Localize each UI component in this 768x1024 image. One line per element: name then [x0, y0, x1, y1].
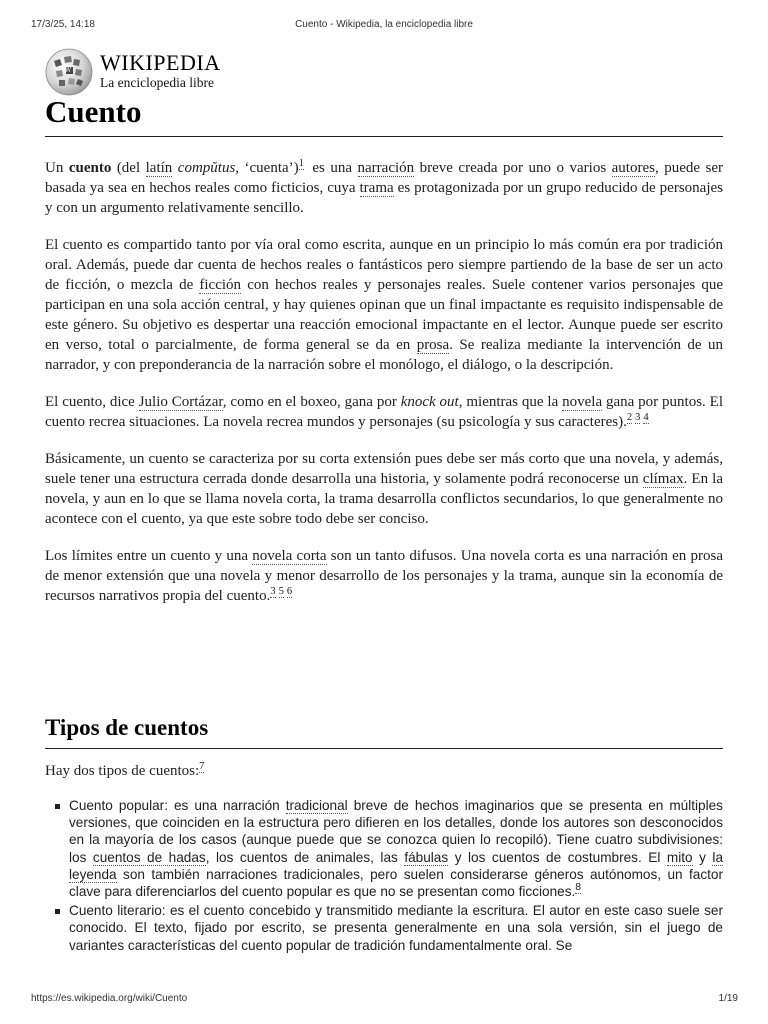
link-prosa[interactable]: prosa	[416, 337, 450, 353]
types-list	[45, 797, 723, 956]
ref-7[interactable]: 7	[199, 761, 205, 772]
link-narracion[interactable]: narración	[357, 160, 415, 176]
print-page-number: 1/19	[718, 993, 738, 1004]
section-divider	[45, 748, 723, 749]
bullet-icon	[55, 909, 60, 914]
ref-6[interactable]: 6	[286, 586, 293, 597]
page-title: Cuento	[45, 94, 142, 129]
link-cuentos-de-hadas[interactable]: cuentos de hadas	[92, 849, 206, 865]
section-heading-tipos: Tipos de cuentos	[45, 715, 209, 740]
link-fabulas[interactable]: fábulas	[404, 849, 449, 865]
ref-5[interactable]: 5	[278, 586, 284, 597]
bullet-icon	[55, 804, 60, 809]
paragraph-3: El cuento, dice Julio Cortázar, como en el boxeo, gana por knock out, mientras que la novela gana por puntos. El cuento recrea situaciones. La novela recrea mundos y personajes (su psicología y sus caracteres).$^{2 3 4}$	[45, 394, 724, 430]
link-autores[interactable]: autores	[611, 160, 655, 176]
svg-text:W: W	[65, 67, 72, 74]
print-doc-title: Cuento - Wikipedia, la enciclopedia libre	[295, 19, 473, 30]
list-item-cuento-popular: Cuento popular: es una narración tradicional breve de hechos imaginarios que se presenta en múltiples versiones, que coinciden en la estructura pero difieren en los detalles, donde los autores son desconocidos en la mayoría de los casos (aunque puede que se conozca quien lo recopiló). Tiene cuatro subdivisiones: los cuentos de hadas, los cuentos de animales, las fábulas y los cuentos de costumbres. El mito y la leyenda son también narraciones tradicionales, pero suelen considerarse géneros autónomos, un factor clave para diferenciarlos del cuento popular es que no se presentan como ficciones.$^8$	[45, 797, 723, 900]
paragraph-4: Básicamente, un cuento se caracteriza por su corta extensión pues debe ser más corto que una novela, y además, suele tener una estructura cerrada donde desarrolla una historia, y solamente podrá reconocerse un clímax. En la novela, y aun en lo que se llama novela corta, la trama desarrolla conflictos secundarios, lo que generalmente no acontece con el cuento, ya que este sobre todo debe ser conciso.	[45, 451, 723, 527]
link-julio-cortazar[interactable]: Julio Cortázar	[138, 394, 223, 410]
wikipedia-tagline: La enciclopedia libre	[100, 75, 214, 90]
ref-8[interactable]: 8	[575, 881, 582, 894]
paragraph-5: Los límites entre un cuento y una novela corta son un tanto difusos. Una novela corta es una narración en prosa de menor extensión que una novela y menor desarrollo de los personajes y la trama, aunque sin la economía de recursos narrativos propia del cuento.$^{3 5 6}$	[45, 548, 723, 604]
article-body	[45, 158, 723, 623]
ref-4[interactable]: 4	[643, 412, 649, 423]
link-la-leyenda[interactable]: la leyenda	[69, 849, 724, 882]
link-climax[interactable]: clímax	[642, 471, 684, 487]
ref-3[interactable]: 3	[635, 412, 641, 423]
title-divider	[45, 136, 723, 137]
print-url[interactable]: https://es.wikipedia.org/wiki/Cuento	[31, 993, 188, 1004]
wikipedia-wordmark: WIKIPEDIA	[100, 50, 221, 75]
ref-1[interactable]: 1	[298, 158, 304, 169]
link-tradicional[interactable]: tradicional	[285, 798, 348, 813]
ref-2[interactable]: 2	[626, 412, 633, 423]
link-ficcion[interactable]: ficción	[199, 277, 242, 293]
link-novela[interactable]: novela	[562, 394, 603, 410]
section-intro: Hay dos tipos de cuentos:$^7$	[45, 761, 205, 779]
link-latin[interactable]: latín	[145, 160, 173, 176]
paragraph-2: El cuento es compartido tanto por vía oral como escrita, aunque en un principio lo más común era por tradición oral. Además, puede dar cuenta de hechos reales o fantásticos pero siempre partiendo de la base de ser un acto de ficción, o mezcla de ficción con hechos reales y personajes reales. Suele contener varios personajes que participan en una sola acción central, y hay quienes opinan que un final impactante es requisito indispensable de este género. Su objetivo es despertar una reacción emocional impactante en el lector. Aunque puede ser escrito en verso, total o parcialmente, de forma general se da en prosa. Se realiza mediante la intervención de un narrador, y con preponderancia de la narración sobre el monólogo, el diálogo, o la descripción.	[45, 237, 724, 373]
ref-3b[interactable]: 3	[270, 586, 276, 597]
list-item-cuento-literario: Cuento literario: es el cuento concebido y transmitido mediante la escritura. El autor en este caso suele ser conocido. El texto, fijado por escrito, se presenta generalmente en una sola versión, sin el juego de variantes características del cuento popular de tradición fundamentalmente oral. Se	[45, 902, 723, 954]
link-trama[interactable]: trama	[359, 180, 394, 196]
link-novela-corta[interactable]: novela corta	[252, 548, 327, 564]
link-mito[interactable]: mito	[666, 849, 693, 865]
print-datetime: 17/3/25, 14:18	[31, 19, 95, 30]
paragraph-1: Un cuento (del latín compŭtus, ‘cuenta’)$^1$ es una narración breve creada por uno o varios autores, puede ser basada ya sea en hechos reales como ficticios, cuya trama es protagonizada por un grupo reducido de personajes y con un argumento relativamente sencillo.	[45, 158, 723, 216]
